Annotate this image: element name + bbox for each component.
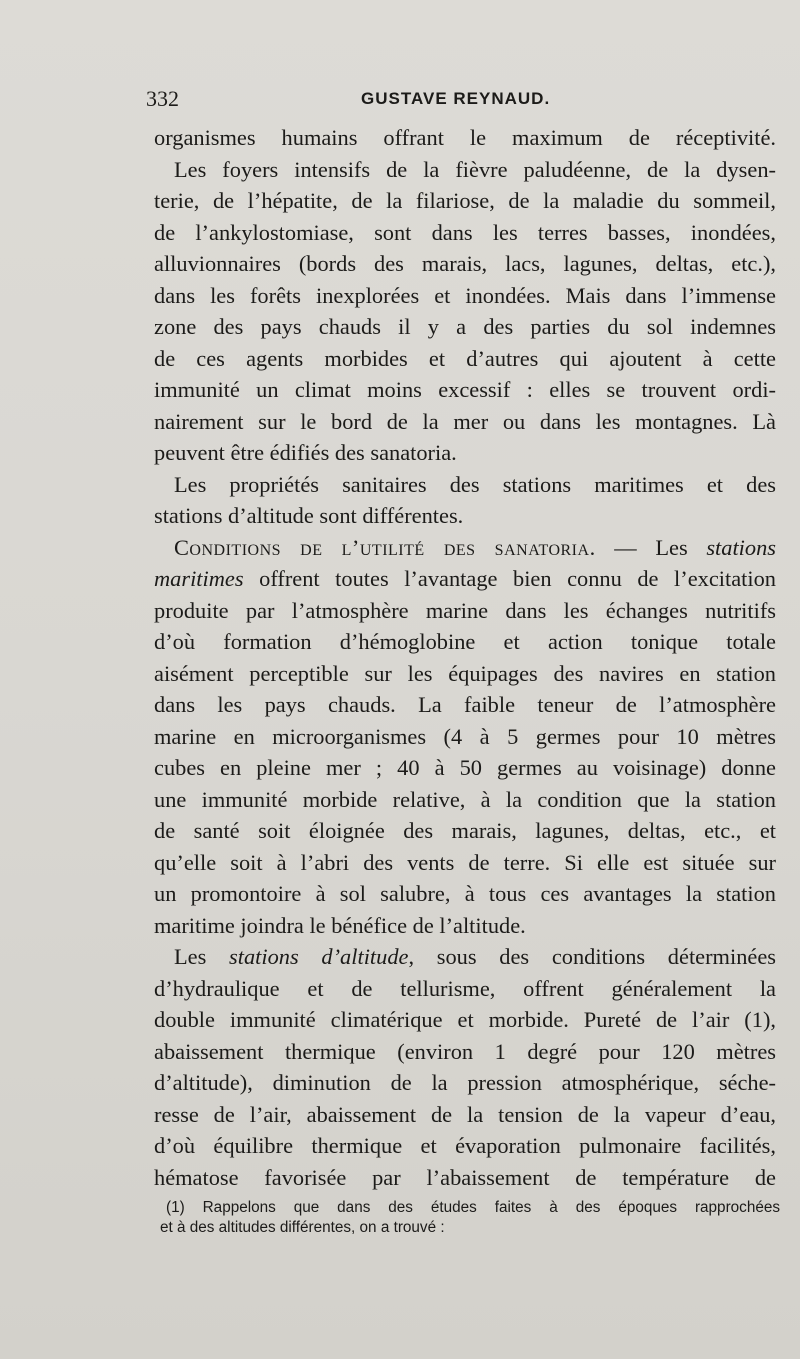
text-line	[154, 941, 776, 973]
text-line: d’altitude), diminution de la pression atmosphérique, séche-	[154, 1070, 776, 1095]
text-line: qu’elle soit à l’abri des vents de terre. Si elle est située sur	[154, 849, 776, 875]
section-heading: Conditions de l’utilité des sanatoria.	[174, 534, 596, 560]
text-line: aisément perceptible sur les équipages des navires en station	[154, 660, 776, 686]
text-fragment: , sous des conditions déterminées	[408, 944, 776, 969]
text-line: terie, de l’hépatite, de la filariose, de la maladie du sommeil,	[154, 188, 776, 213]
emphasis-text: maritimes	[154, 566, 244, 591]
running-title: GUSTAVE REYNAUD.	[361, 89, 551, 108]
text-line: de santé soit éloignée des marais, lagunes, deltas, etc., et	[154, 818, 776, 843]
text-line: immunité un climat moins excessif : elles se trouvent ordi-	[154, 377, 776, 402]
section-heading-line	[154, 532, 776, 564]
text-line: dans les forêts inexplorées et inondées. Mais dans l’immense	[154, 282, 776, 308]
text-line: d’où équilibre thermique et évaporation pulmonaire facilités,	[154, 1133, 776, 1158]
text-line: organismes humains offrant le maximum de réceptivité.	[154, 125, 776, 150]
footnote	[160, 1198, 780, 1238]
text-fragment: — Les	[595, 534, 707, 560]
text-line: double immunité climatérique et morbide. Pureté de l’air (1),	[154, 1007, 776, 1032]
text-line: un promontoire à sol salubre, à tous ces avantages la station	[154, 881, 776, 906]
text-line: d’hydraulique et de tellurisme, offrent généralement la	[154, 975, 776, 1001]
text-line: une immunité morbide relative, à la condition que la station	[154, 786, 776, 812]
text-line: maritime joindra le bénéfice de l’altitude.	[154, 912, 526, 938]
text-line: zone des pays chauds il y a des parties du sol indemnes	[154, 314, 776, 339]
text-line: dans les pays chauds. La faible teneur de l’atmosphère	[154, 692, 776, 717]
emphasis-text: stations d’altitude	[229, 944, 409, 969]
text-line: de ces agents morbides et d’autres qui ajoutent à cette	[154, 345, 776, 371]
text-line: abaissement thermique (environ 1 degré pour 120 mètres	[154, 1038, 776, 1064]
footnote-line: (1) Rappelons que dans des études faites à des époques rapprochées	[166, 1199, 780, 1216]
text-line: hématose favorisée par l’abaissement de température de	[154, 1164, 776, 1190]
text-line: cubes en pleine mer ; 40 à 50 germes au voisinage) donne	[154, 755, 776, 780]
footnote-line: et à des altitudes différentes, on a trouvé :	[160, 1219, 445, 1236]
text-line: stations d’altitude sont différentes.	[154, 503, 464, 528]
text-line: Les foyers intensifs de la fièvre paludéenne, de la dysen-	[174, 156, 776, 182]
text-line: marine en microorganismes (4 à 5 germes pour 10 mètres	[154, 723, 776, 749]
text-line: de l’ankylostomiase, sont dans les terres basses, inondées,	[154, 219, 776, 245]
text-line: alluvionnaires (bords des marais, lacs, lagunes, deltas, etc.),	[154, 251, 776, 276]
page-number: 332	[146, 86, 179, 111]
text-line: peuvent être édifiés des sanatoria.	[154, 440, 457, 465]
emphasis-text: stations	[706, 534, 776, 560]
text-line	[154, 563, 776, 595]
text-fragment: Les	[174, 944, 230, 969]
text-line: resse de l’air, abaissement de la tension de la vapeur d’eau,	[154, 1101, 776, 1127]
running-header	[146, 86, 776, 116]
text-line: d’où formation d’hémoglobine et action tonique totale	[154, 629, 776, 654]
text-fragment: offrent toutes l’avantage bien connu de l’excitation	[243, 566, 776, 591]
text-line: nairement sur le bord de la mer ou dans les montagnes. Là	[154, 408, 776, 434]
main-text	[154, 122, 776, 1193]
text-line: produite par l’atmosphère marine dans les échanges nutritifs	[154, 597, 776, 623]
text-line: Les propriétés sanitaires des stations maritimes et des	[174, 471, 776, 497]
